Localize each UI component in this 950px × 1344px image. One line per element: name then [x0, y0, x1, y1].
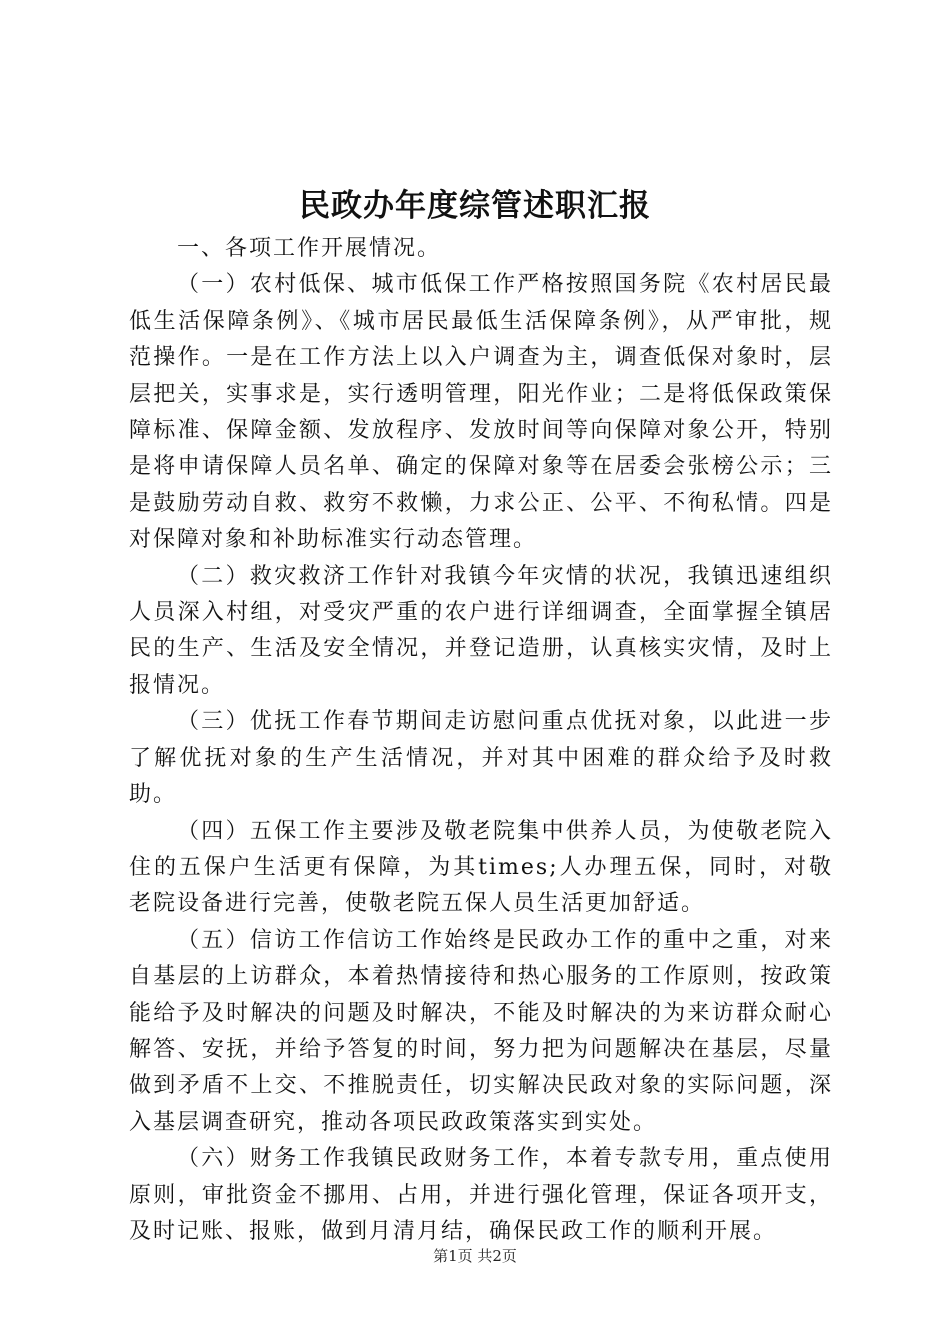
page-number-footer: 第1页 共2页	[433, 1247, 517, 1265]
document-body	[129, 231, 833, 1250]
paragraph-special-care: （三）优抚工作春节期间走访慰问重点优抚对象，以此进一步了解优抚对象的生产生活情况，并对其中困难的群众给予及时救助。	[129, 709, 833, 808]
paragraph-finance: （六）财务工作我镇民政财务工作，本着专款专用，重点使用原则，审批资金不挪用、占用，并进行强化管理，保证各项开支，及时记账、报账，做到月清月结，确保民政工作的顺利开展。	[129, 1146, 833, 1244]
document-title: 民政办年度综管述职汇报	[299, 188, 651, 224]
paragraph-low-income-security: （一）农村低保、城市低保工作严格按照国务院《农村居民最低生活保障条例》、《城市居民最低生活保障条例》，从严审批，规范操作。一是在工作方法上以入户调查为主，调查低保对象时，层层把关，实事求是，实行透明管理，阳光作业；二是将低保政策保障标准、保障金额、发放程序、发放时间等向保障对象公开，特别是将申请保障人员名单、确定的保障对象等在居委会张榜公示；三是鼓励劳动自救、救穷不救懒，力求公正、公平、不徇私情。四是对保障对象和补助标准实行动态管理。	[129, 272, 833, 553]
paragraph-disaster-relief: （二）救灾救济工作针对我镇今年灾情的状况，我镇迅速组织人员深入村组，对受灾严重的农户进行详细调查，全面掌握全镇居民的生产、生活及安全情况，并登记造册，认真核实灾情，及时上报情况。	[129, 563, 833, 698]
paragraph-petitions: （五）信访工作信访工作始终是民政办工作的重中之重，对来自基层的上访群众，本着热情接待和热心服务的工作原则，按政策能给予及时解决的问题及时解决，不能及时解决的为来访群众耐心解答、安抚，并给予答复的时间，努力把为问题解决在基层，尽量做到矛盾不上交、不推脱责任，切实解决民政对象的实际问题，深入基层调查研究，推动各项民政政策落实到实处。	[129, 927, 833, 1135]
paragraph-five-guarantees: （四）五保工作主要涉及敬老院集中供养人员，为使敬老院入住的五保户生活更有保障，为其times;人办理五保，同时，对敬老院设备进行完善，使敬老院五保人员生活更加舒适。	[129, 818, 833, 917]
section-heading: 一、各项工作开展情况。	[177, 236, 442, 261]
